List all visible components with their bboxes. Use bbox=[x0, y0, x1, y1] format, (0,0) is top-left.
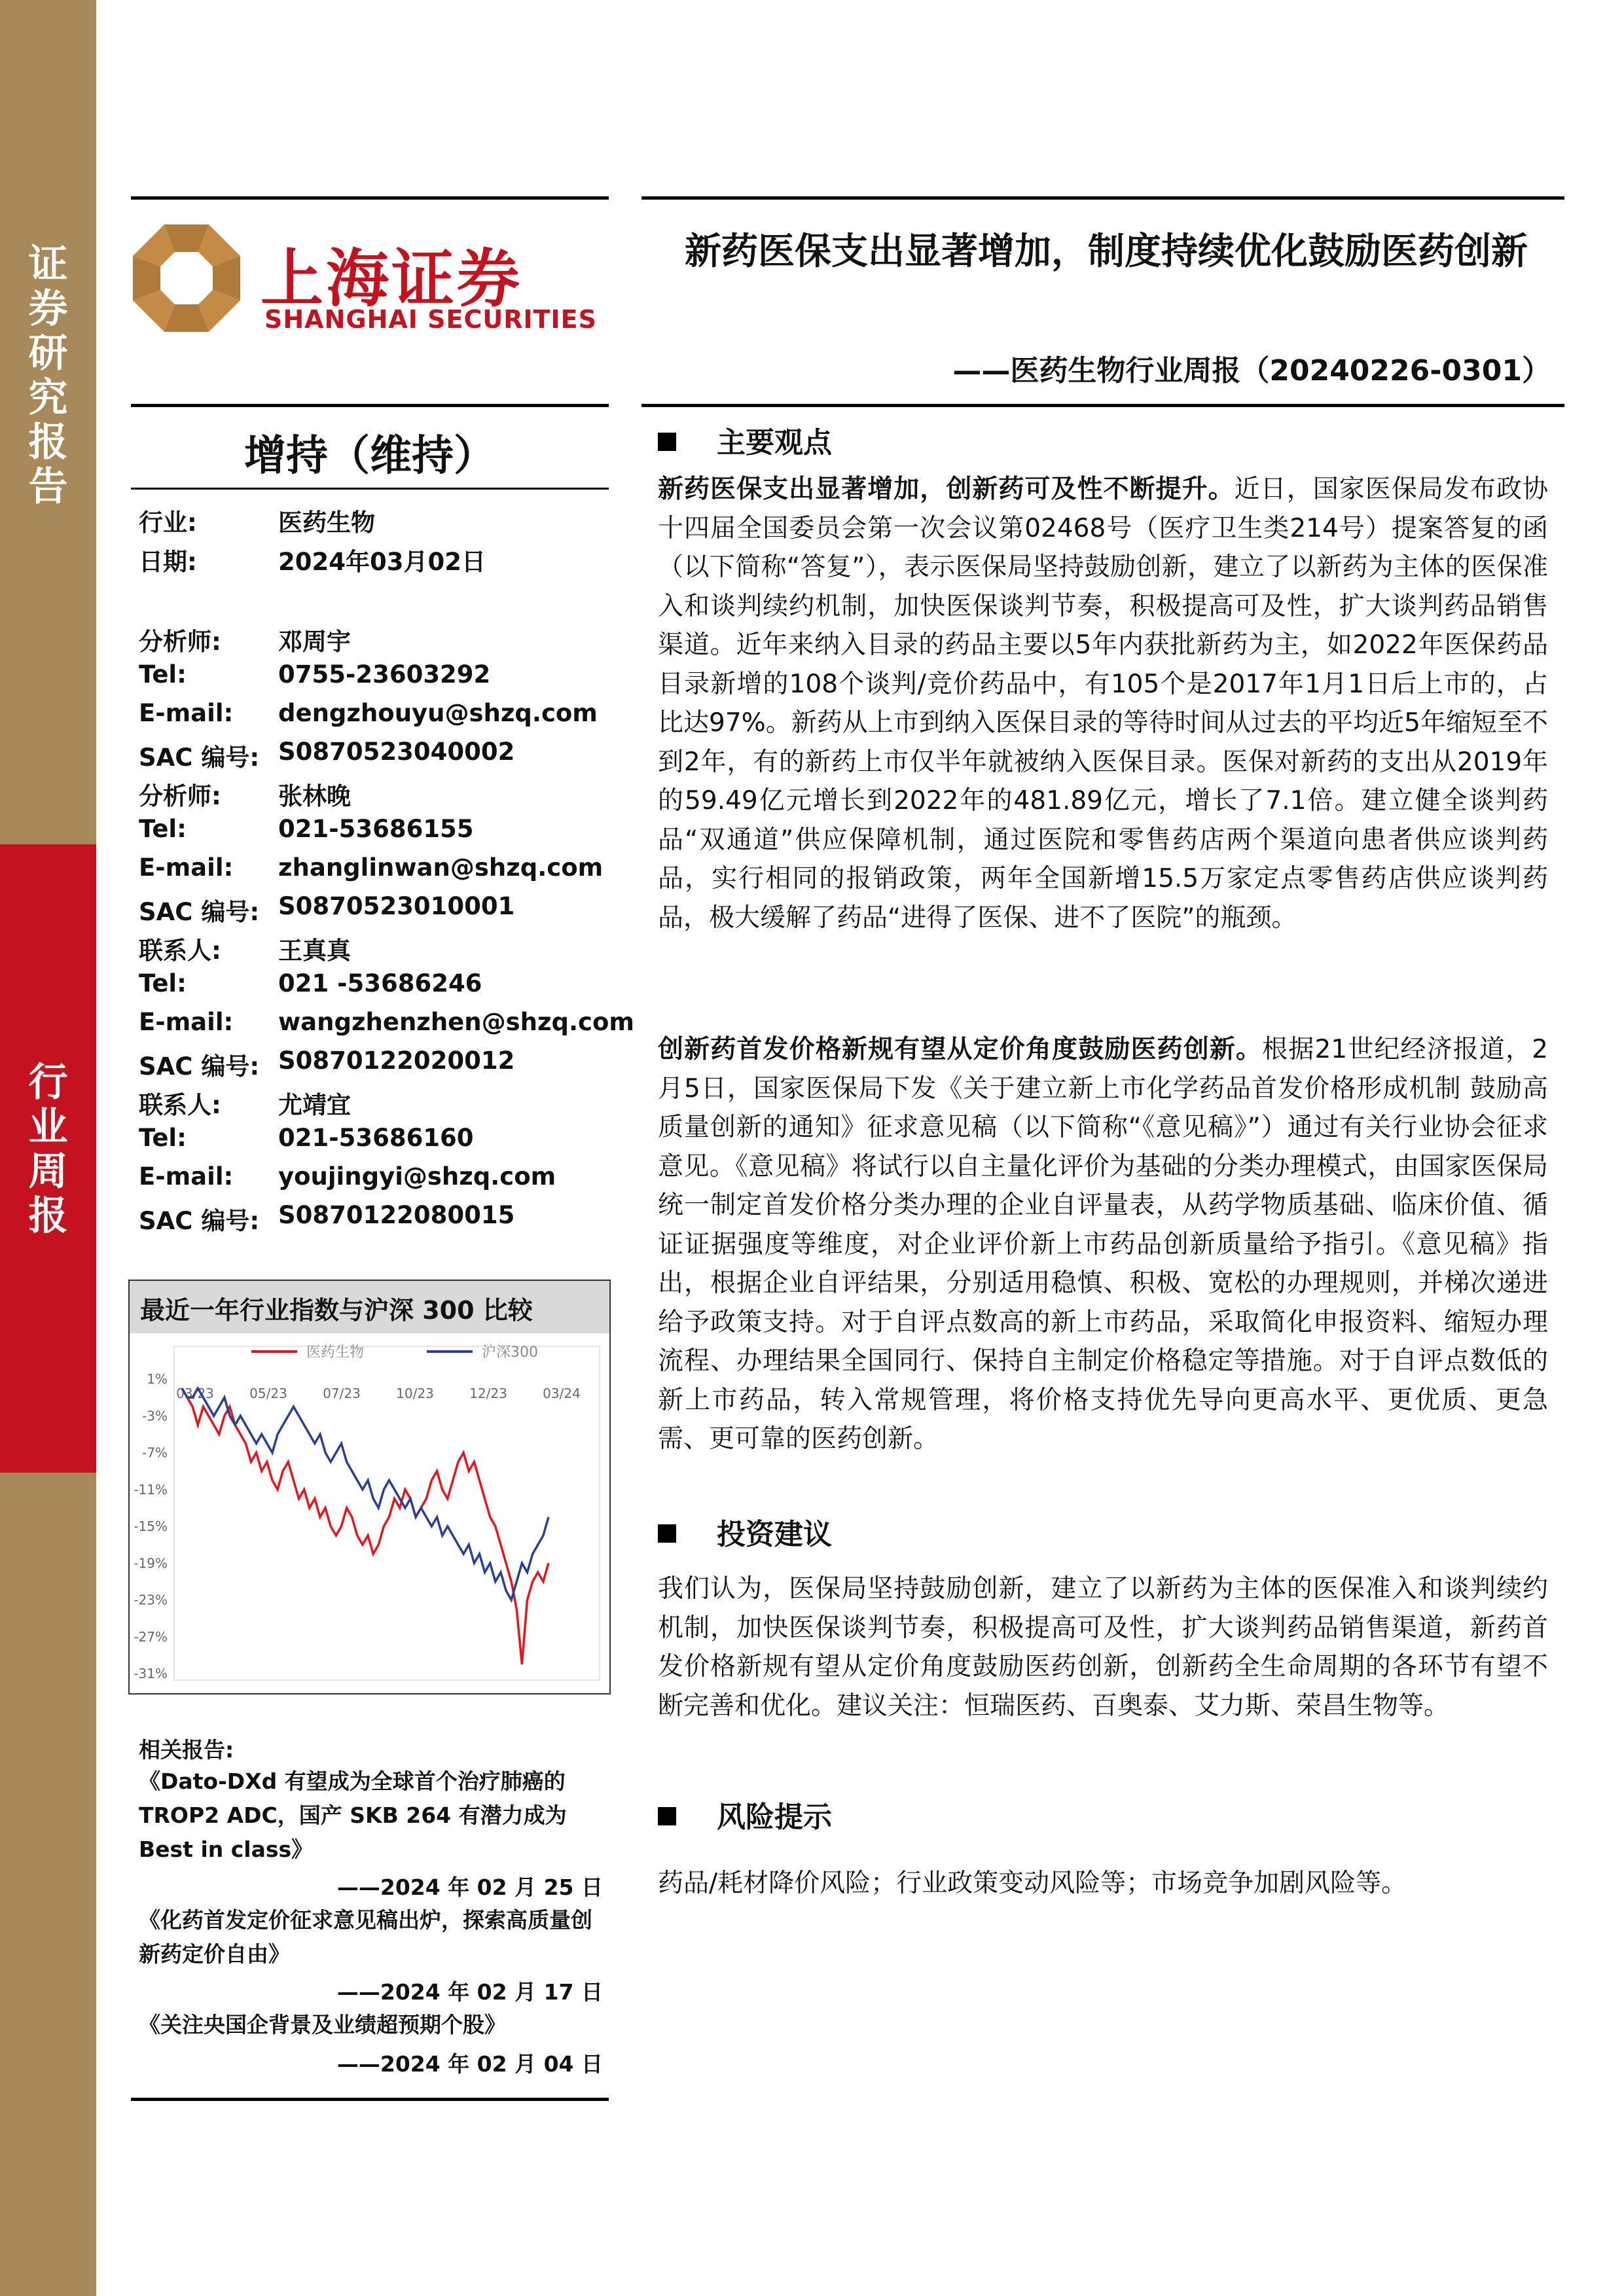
legend-label-csi300: 沪深300 bbox=[482, 1344, 538, 1361]
section-heading-main-views: 主要观点 bbox=[658, 419, 832, 461]
x-tick-label: 05/23 bbox=[249, 1386, 287, 1401]
paragraph-lead: 创新药首发价格新规有望从定价角度鼓励医药创新。 bbox=[658, 1035, 1263, 1064]
contact-email-label: E-mail: bbox=[139, 853, 234, 882]
related-report-title[interactable]: 《Dato-DXd 有望成为全球首个治疗肺癌的 TROP2 ADC，国产 SKB 264 有潜力成为 Best in class》 bbox=[139, 1768, 567, 1862]
contact-email[interactable]: zhanglinwan@shzq.com bbox=[278, 853, 604, 882]
y-tick-label: 1% bbox=[147, 1371, 168, 1387]
contact-tel-label: Tel: bbox=[139, 969, 187, 997]
contact-email[interactable]: youjingyi@shzq.com bbox=[278, 1162, 556, 1191]
right-top-rule bbox=[641, 196, 1564, 200]
legend-label-pharma: 医药生物 bbox=[306, 1344, 365, 1361]
contact-sac: S0870122080015 bbox=[278, 1201, 515, 1229]
contact-sac-label: SAC 编号: bbox=[139, 744, 260, 772]
x-tick-label: 10/23 bbox=[396, 1386, 434, 1401]
left-rating-under-rule bbox=[131, 488, 609, 490]
left-top-rule bbox=[131, 196, 609, 200]
contact-name: 尤靖宜 bbox=[278, 1091, 351, 1119]
logo-name-cn: 上海证券 bbox=[261, 242, 522, 315]
side-band-label-report: 证 券 研 究 报 告 bbox=[28, 242, 68, 510]
y-tick-label: -31% bbox=[134, 1666, 168, 1681]
paragraph-investment-advice: 我们认为，医保局坚持鼓励创新，建立了以新药为主体的医保准入和谈判续约机制，加快医保谈判节奏，积极提高可及性，扩大谈判药品销售渠道，新药首发价格新规有望从定价角度鼓励医药创新，创新药全生命周期的各环节有望不断完善和优化。建议关注：恒瑞医药、百奥泰、艾力斯、荣昌生物等。 bbox=[658, 1574, 1548, 1721]
y-tick-label: -27% bbox=[134, 1628, 168, 1645]
side-band-label-weekly: 行 业 周 报 bbox=[28, 1060, 68, 1239]
section-heading-risk: 风险提示 bbox=[658, 1793, 832, 1835]
left-rating-rule bbox=[131, 404, 609, 407]
shanghai-securities-logo-icon bbox=[131, 223, 242, 334]
paragraph-body: 近日，国家医保局发布政协十四届全国委员会第一次会议第02468号（医疗卫生类214号）提案答复的函（以下简称“答复”），表示医保局坚持鼓励创新，建立了以新药为主体的医保准入和谈判续约机制，加快医保谈判节奏，积极提高可及性，扩大谈判药品销售渠道。近年来纳入目录的药品主要以5年内获批新药为主，如2022年医保药品目录新增的108个谈判/竞价药品中，有105个是2017年1月1日后上市的，占比达97%。新药从上市到纳入医保目录的等待时间从过去的平均近5年缩短至不到2年，有的新药上市仅半年就被纳入医保目录。医保对新药的支出从2019年的59.49亿元增长到2022年的481.89亿元，增长了7.1倍。建立健全谈判药品“双通道”供应保障机制，通过医院和零售药店两个渠道向患者供应谈判药品，实行相同的报销政策，两年全国新增15.5万家定点零售药店供应谈判药品，极大缓解了药品“进得了医保、进不了医院”的瓶颈。 bbox=[658, 475, 1548, 933]
right-subtitle-rule bbox=[641, 404, 1564, 407]
contact-role: 联系人: bbox=[139, 1091, 221, 1119]
rating: 增持（维持） bbox=[244, 432, 496, 480]
report-title: 新药医保支出显著增加，制度持续优化鼓励医药创新 bbox=[685, 230, 1528, 273]
contact-tel-label: Tel: bbox=[139, 1124, 187, 1152]
x-tick-label: 03/23 bbox=[176, 1386, 214, 1401]
contact-name: 张林晚 bbox=[278, 782, 351, 810]
left-related-bottom-rule bbox=[131, 2098, 609, 2101]
related-report-title[interactable]: 《化药首发定价征求意见稿出炉，探索高质量创新药定价自由》 bbox=[139, 1907, 592, 1967]
paragraph-body: 根据21世纪经济报道，2月5日，国家医保局下发《关于建立新上市化学药品首发价格形成机制 鼓励高质量创新的通知》征求意见稿（以下简称“《意见稿》”）通过有关行业协会征求意见。《意见稿》将试行以自主量化评价为基础的分类办理模式，由国家医保局统一制定首发价格分类办理的企业自评量表，从药学物质基础、临床价值、循证证据强度等维度，对企业评价新上市药品创新质量给予指引。《意见稿》指出，根据企业自评结果，分别适用稳慎、积极、宽松的办理规则，并梯次递进给予政策支持。对于自评点数高的新上市药品，采取简化申报资料、缩短办理流程、办理结果全国同行、保持自主制定价格稳定等措施。对于自评点数低的新上市药品，转入常规管理，将价格支持优先导向更高水平、更优质、更急需、更可靠的医药创新。 bbox=[658, 1035, 1548, 1454]
related-report-date: ——2024 年 02 月 25 日 bbox=[336, 1874, 603, 1900]
date-label: 日期: bbox=[139, 548, 197, 576]
contact-name: 王真真 bbox=[278, 937, 351, 965]
contact-sac-label: SAC 编号: bbox=[139, 1052, 260, 1081]
contact-sac: S0870523040002 bbox=[278, 738, 515, 766]
paragraph-medical-insurance bbox=[658, 470, 1548, 937]
related-report-date: ——2024 年 02 月 04 日 bbox=[336, 2051, 603, 2077]
square-bullet-icon bbox=[658, 1807, 676, 1825]
y-tick-label: -15% bbox=[134, 1518, 168, 1534]
logo-name-en: SHANGHAI SECURITIES bbox=[264, 305, 598, 334]
related-report-date: ——2024 年 02 月 17 日 bbox=[336, 1979, 603, 2005]
contact-tel: 0755-23603292 bbox=[278, 660, 491, 689]
industry-label: 行业: bbox=[139, 509, 197, 537]
contact-email[interactable]: wangzhenzhen@shzq.com bbox=[278, 1008, 634, 1036]
x-tick-label: 03/24 bbox=[543, 1386, 581, 1401]
contact-tel: 021-53686155 bbox=[278, 815, 474, 843]
related-label: 相关报告: bbox=[139, 1737, 234, 1763]
contact-email-label: E-mail: bbox=[139, 699, 234, 727]
chart-title-bar bbox=[130, 1281, 609, 1333]
y-tick-label: -23% bbox=[134, 1592, 168, 1608]
date-value: 2024年03月02日 bbox=[278, 548, 486, 576]
contact-role: 分析师: bbox=[139, 628, 221, 656]
contact-email-label: E-mail: bbox=[139, 1162, 234, 1191]
contact-name: 邓周宇 bbox=[278, 628, 351, 656]
paragraph-lead: 新药医保支出显著增加，创新药可及性不断提升。 bbox=[658, 475, 1235, 504]
side-band-bottom bbox=[0, 1473, 96, 2296]
square-bullet-icon bbox=[658, 1524, 676, 1543]
contact-sac-label: SAC 编号: bbox=[139, 898, 260, 926]
contact-sac: S0870523010001 bbox=[278, 892, 515, 920]
y-tick-label: -7% bbox=[142, 1444, 168, 1461]
x-tick-label: 12/23 bbox=[469, 1386, 507, 1401]
contact-tel-label: Tel: bbox=[139, 815, 187, 843]
x-tick-label: 07/23 bbox=[323, 1386, 361, 1401]
contact-email[interactable]: dengzhouyu@shzq.com bbox=[278, 699, 598, 727]
paragraph-pricing-rules bbox=[658, 1030, 1548, 1459]
index-comparison-chart bbox=[128, 1280, 611, 1695]
contact-role: 分析师: bbox=[139, 782, 221, 810]
contact-sac: S0870122020012 bbox=[278, 1047, 515, 1075]
related-report-title[interactable]: 《关注央国企背景及业绩超预期个股》 bbox=[139, 2012, 506, 2037]
square-bullet-icon bbox=[658, 433, 676, 451]
y-tick-label: -19% bbox=[134, 1555, 168, 1571]
contact-tel-label: Tel: bbox=[139, 660, 187, 689]
contact-tel: 021-53686160 bbox=[278, 1124, 474, 1152]
paragraph-risk: 药品/耗材降价风险；行业政策变动风险等；市场竞争加剧风险等。 bbox=[658, 1869, 1407, 1898]
section-heading-investment: 投资建议 bbox=[658, 1511, 832, 1552]
contact-role: 联系人: bbox=[139, 937, 221, 965]
y-tick-label: -3% bbox=[142, 1408, 168, 1424]
report-subtitle: ——医药生物行业周报（20240226-0301） bbox=[952, 354, 1551, 387]
y-tick-label: -11% bbox=[134, 1481, 168, 1498]
contact-tel: 021 -53686246 bbox=[278, 969, 482, 997]
contact-email-label: E-mail: bbox=[139, 1008, 234, 1036]
contact-sac-label: SAC 编号: bbox=[139, 1207, 260, 1235]
industry-value: 医药生物 bbox=[278, 509, 375, 537]
chart-plot bbox=[130, 1333, 609, 1692]
chart-title: 最近一年行业指数与沪深 300 比较 bbox=[140, 1296, 533, 1325]
